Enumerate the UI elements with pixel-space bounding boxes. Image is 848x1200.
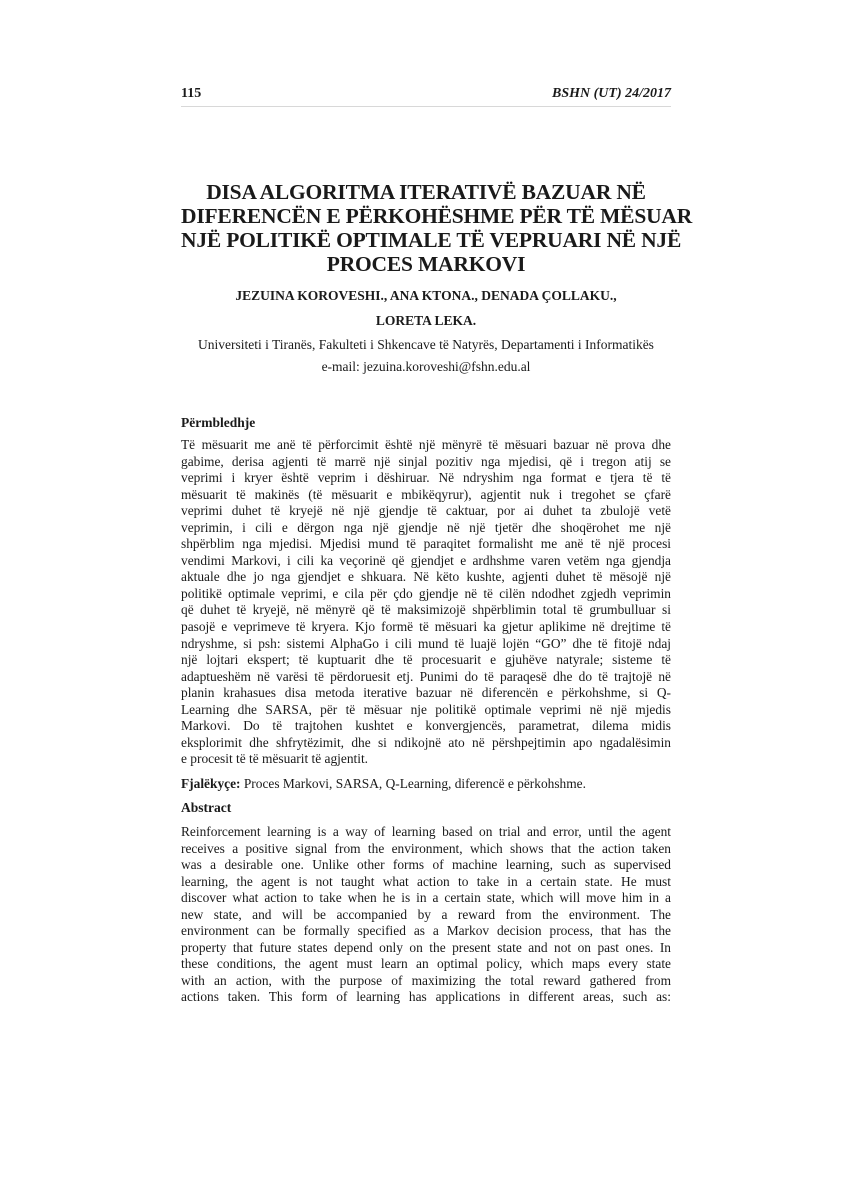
text-line: që duhet të kryejë, në mënyrë që të maksimizojë shpërblimin total të grumbulluar si xyxy=(181,602,671,618)
running-header xyxy=(181,86,671,107)
title-line: DISA ALGORITMA ITERATIVË BAZUAR NË xyxy=(206,180,646,204)
text-line: veprimi i kryer është veprim i dëshiruar. Në ndryshim nga format e tjera të të xyxy=(181,470,671,486)
text-line: receives a positive signal from the environment, which shows that the action taken xyxy=(181,840,671,856)
text-line: Të mësuarit me anë të përforcimit është një mënyrë të mësuari bazuar në prova dhe xyxy=(181,437,671,452)
contact-email: e-mail: jezuina.koroveshi@fshn.edu.al xyxy=(321,359,531,374)
abstract-paragraph xyxy=(181,824,671,1006)
title-line: PROCES MARKOVI xyxy=(326,252,526,276)
text-line: learning, the agent is not taught what action to take in a certain state. He must xyxy=(181,873,671,889)
text-line: pasojë e veprimeve të kryera. Kjo formë të mësuari ka gjetur aplikime në drejtime të xyxy=(181,619,671,635)
text-line: politikë optimale veprimi, e cila për çdo gjendje në të cilën ndodhet zgjedh veprimin xyxy=(181,585,671,601)
text-line: e procesit të të mësuarit të agjentit. xyxy=(181,751,369,767)
keywords xyxy=(181,776,671,792)
keywords-text: Proces Markovi, SARSA, Q-Learning, diferencë e përkohshme. xyxy=(240,776,586,791)
affiliation: Universiteti i Tiranës, Fakulteti i Shkencave të Natyrës, Departamenti i Informatikës xyxy=(198,337,654,352)
text-line: planin krahasues disa metoda iterative bazuar në diferencën e përkohshme, si Q- xyxy=(181,685,671,701)
journal-reference: BSHN (UT) 24/2017 xyxy=(552,86,671,101)
section-heading-permbledhje: Përmbledhje xyxy=(181,415,256,430)
text-line: vendimi Markovi, i cili ka veçorinë që gjendjet e ardhshme varen vetëm nga gjendja xyxy=(181,552,671,568)
text-line: shpërblim nga mjedisi. Mjedisi mund të paraqitet formalisht me anë të një procesi xyxy=(181,536,671,552)
keywords-label: Fjalëkyçe: xyxy=(181,776,241,791)
text-line: ndryshme, si psh: sistemi AlphaGo i cili mund të luajë lojën “GO” dhe të fitojë ndaj xyxy=(181,635,671,651)
text-line: Learning dhe SARSA, për të mësuar nje politikë optimale veprimi në një mjedis xyxy=(181,701,671,717)
title-line: NJË POLITIKË OPTIMALE TË VEPRUARI NË NJË xyxy=(181,228,682,252)
text-line: eksplorimit dhe shfrytëzimit, dhe si ndikojnë ato në përshpejtimin apo ngadalësimin xyxy=(181,734,671,750)
authors-line: LORETA LEKA. xyxy=(375,313,477,328)
text-line: with an action, with the purpose of maximizing the total reward gathered from xyxy=(181,972,671,988)
text-line: aktuale dhe jo nga gjendjet e shkuara. Në këto kushte, agjenti duhet të mësojë një xyxy=(181,569,671,585)
title-line: DIFERENCËN E PËRKOHËSHME PËR TË MËSUAR xyxy=(181,204,693,228)
text-line: Reinforcement learning is a way of learning based on trial and error, until the agent xyxy=(181,824,671,839)
text-line: veprimi duhet të kryejë në një gjendje të caktuar, por ai duhet ta zbulojë vetë xyxy=(181,503,671,519)
text-line: veprimin, i cili e dërgon nga një gjendje në një tjetër dhe shoqërohet me një xyxy=(181,519,671,535)
permbledhje-paragraph xyxy=(181,437,671,768)
author-list xyxy=(181,283,671,333)
text-line: Markovi. Do të trajtohen kushtet e konvergjencës, parametrat, dilema midis xyxy=(181,718,671,734)
text-line: actions taken. This form of learning has applications in different areas, such as: xyxy=(181,989,671,1005)
authors-line: JEZUINA KOROVESHI., ANA KTONA., DENADA ÇOLLAKU., xyxy=(235,288,617,303)
text-line: was a desirable one. Unlike other forms of machine learning, such as supervised xyxy=(181,857,671,873)
text-line: mësuarit të makinës (të mësuarit e mbikëqyrur), agjentit nuk i tregohet se çfarë xyxy=(181,486,671,502)
text-line: adaptueshëm në varësi të përdoruesit etj. Punimi do të paraqesë dhe do të trajtojë në xyxy=(181,668,671,684)
section-heading-abstract: Abstract xyxy=(181,800,232,815)
text-line: një lojtari ekspert; të kuptuarit dhe të procesuarit e gjuhëve natyrale; sisteme të xyxy=(181,652,671,668)
text-line: these conditions, the agent must learn an optimal policy, which maps every state xyxy=(181,956,671,972)
paper-title xyxy=(181,180,693,276)
text-line: gabime, derisa agjenti të marrë një sinjal pozitiv nga mjedisi, që i tregon atij se xyxy=(181,453,671,469)
text-line: environment can be formally specified as a Markov decision process, that has the xyxy=(181,923,671,939)
text-line: property that future states depend only on the present state and not on past ones. In xyxy=(181,939,671,955)
text-line: discover what action to take when he is in a certain state, which will move him in a xyxy=(181,890,671,906)
page-number: 115 xyxy=(181,86,202,101)
text-line: new state, and will be accompanied by a reward from the environment. The xyxy=(181,906,671,922)
